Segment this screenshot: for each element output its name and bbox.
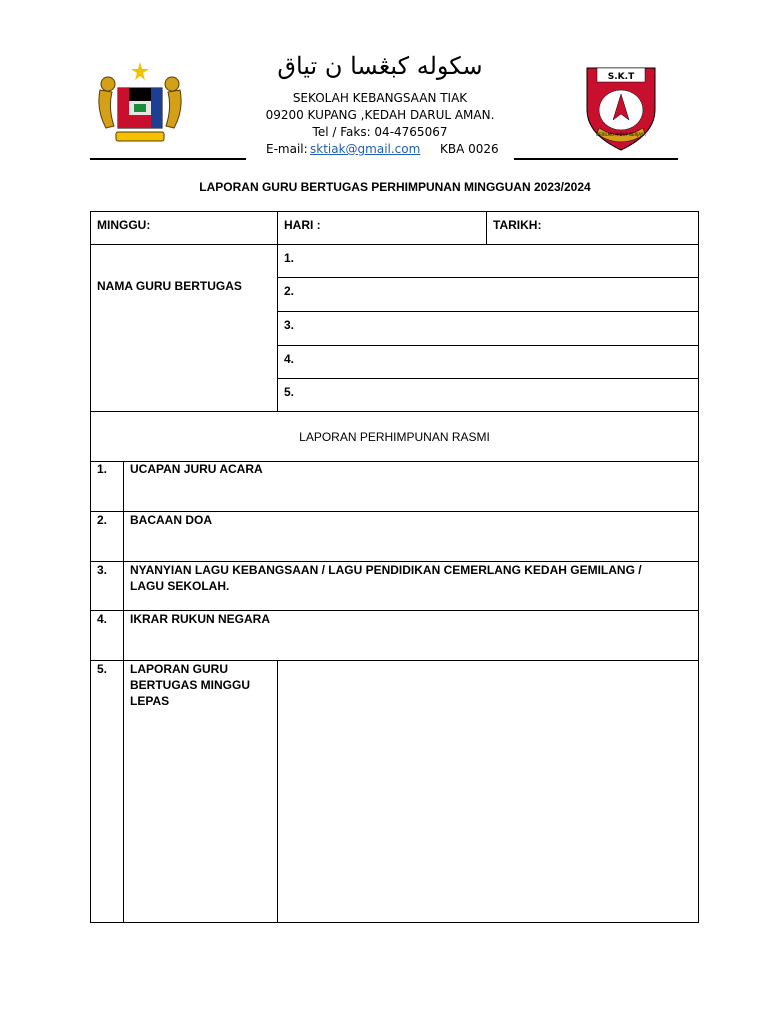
guru-slot-number: 5. (284, 385, 295, 399)
hari-label: HARI : (284, 218, 321, 232)
item-divider (123, 461, 124, 512)
item-divider (123, 660, 124, 923)
divider-left (90, 158, 246, 160)
form-title: LAPORAN GURU BERTUGAS PERHIMPUNAN MINGGUAN 2023/2024 (199, 180, 591, 194)
item-text: UCAPAN JURU ACARA (130, 462, 263, 476)
school-phone: Tel / Faks: 04-4765067 (312, 125, 448, 139)
guru-slot[interactable] (277, 277, 699, 312)
guru-slot-number: 2. (284, 284, 295, 298)
item-divider (123, 511, 124, 562)
school-code: KBA 0026 (440, 142, 499, 156)
guru-label: NAMA GURU BERTUGAS (97, 279, 242, 293)
email-link[interactable]: sktiak@gmail.com (310, 142, 421, 156)
school-name-jawi: سکوله کبڠسا ن تياق (277, 52, 483, 80)
guru-slot-number: 3. (284, 318, 295, 332)
school-name: SEKOLAH KEBANGSAAN TIAK (292, 91, 468, 105)
guru-slot[interactable] (277, 244, 699, 278)
guru-slot[interactable] (277, 311, 699, 346)
item-number: 2. (97, 513, 108, 527)
guru-slot-number: 1. (284, 251, 295, 265)
tarikh-cell[interactable] (486, 211, 699, 245)
guru-slot[interactable] (277, 345, 699, 379)
divider-right (514, 158, 678, 160)
guru-slot-number: 4. (284, 352, 295, 366)
item-number: 1. (97, 462, 108, 476)
school-crest-logo (583, 64, 659, 152)
item-number: 4. (97, 612, 108, 626)
section-title: LAPORAN PERHIMPUNAN RASMI (299, 430, 490, 444)
item-number: 5. (97, 662, 108, 676)
hari-cell[interactable] (277, 211, 487, 245)
section-title-cell (90, 411, 699, 462)
item-text: NYANYIAN LAGU KEBANGSAAN / LAGU PENDIDIKAN CEMERLANG KEDAH GEMILANG / LAGU SEKOLAH. (130, 563, 642, 593)
school-address: 09200 KUPANG ,KEDAH DARUL AMAN. (265, 108, 495, 122)
item-number: 3. (97, 563, 108, 577)
item-divider (123, 610, 124, 661)
minggu-cell[interactable] (90, 211, 278, 245)
minggu-label: MINGGU: (97, 218, 151, 232)
tarikh-label: TARIKH: (493, 218, 542, 232)
email-label: E-mail: (266, 142, 308, 156)
crest-motto: BERILMU HIDUP BERJAYA (596, 132, 646, 137)
malaysia-coat-of-arms-logo (94, 60, 186, 146)
guru-slot[interactable] (277, 378, 699, 412)
item-text: LAPORAN GURU BERTUGAS MINGGU LEPAS (130, 662, 250, 708)
item-divider (123, 561, 124, 611)
report-entry-area[interactable] (278, 661, 698, 922)
item-text: IKRAR RUKUN NEGARA (130, 612, 270, 626)
guru-label-cell (90, 244, 278, 412)
crest-initials: S.K.T (607, 72, 635, 82)
item-text: BACAAN DOA (130, 513, 212, 527)
